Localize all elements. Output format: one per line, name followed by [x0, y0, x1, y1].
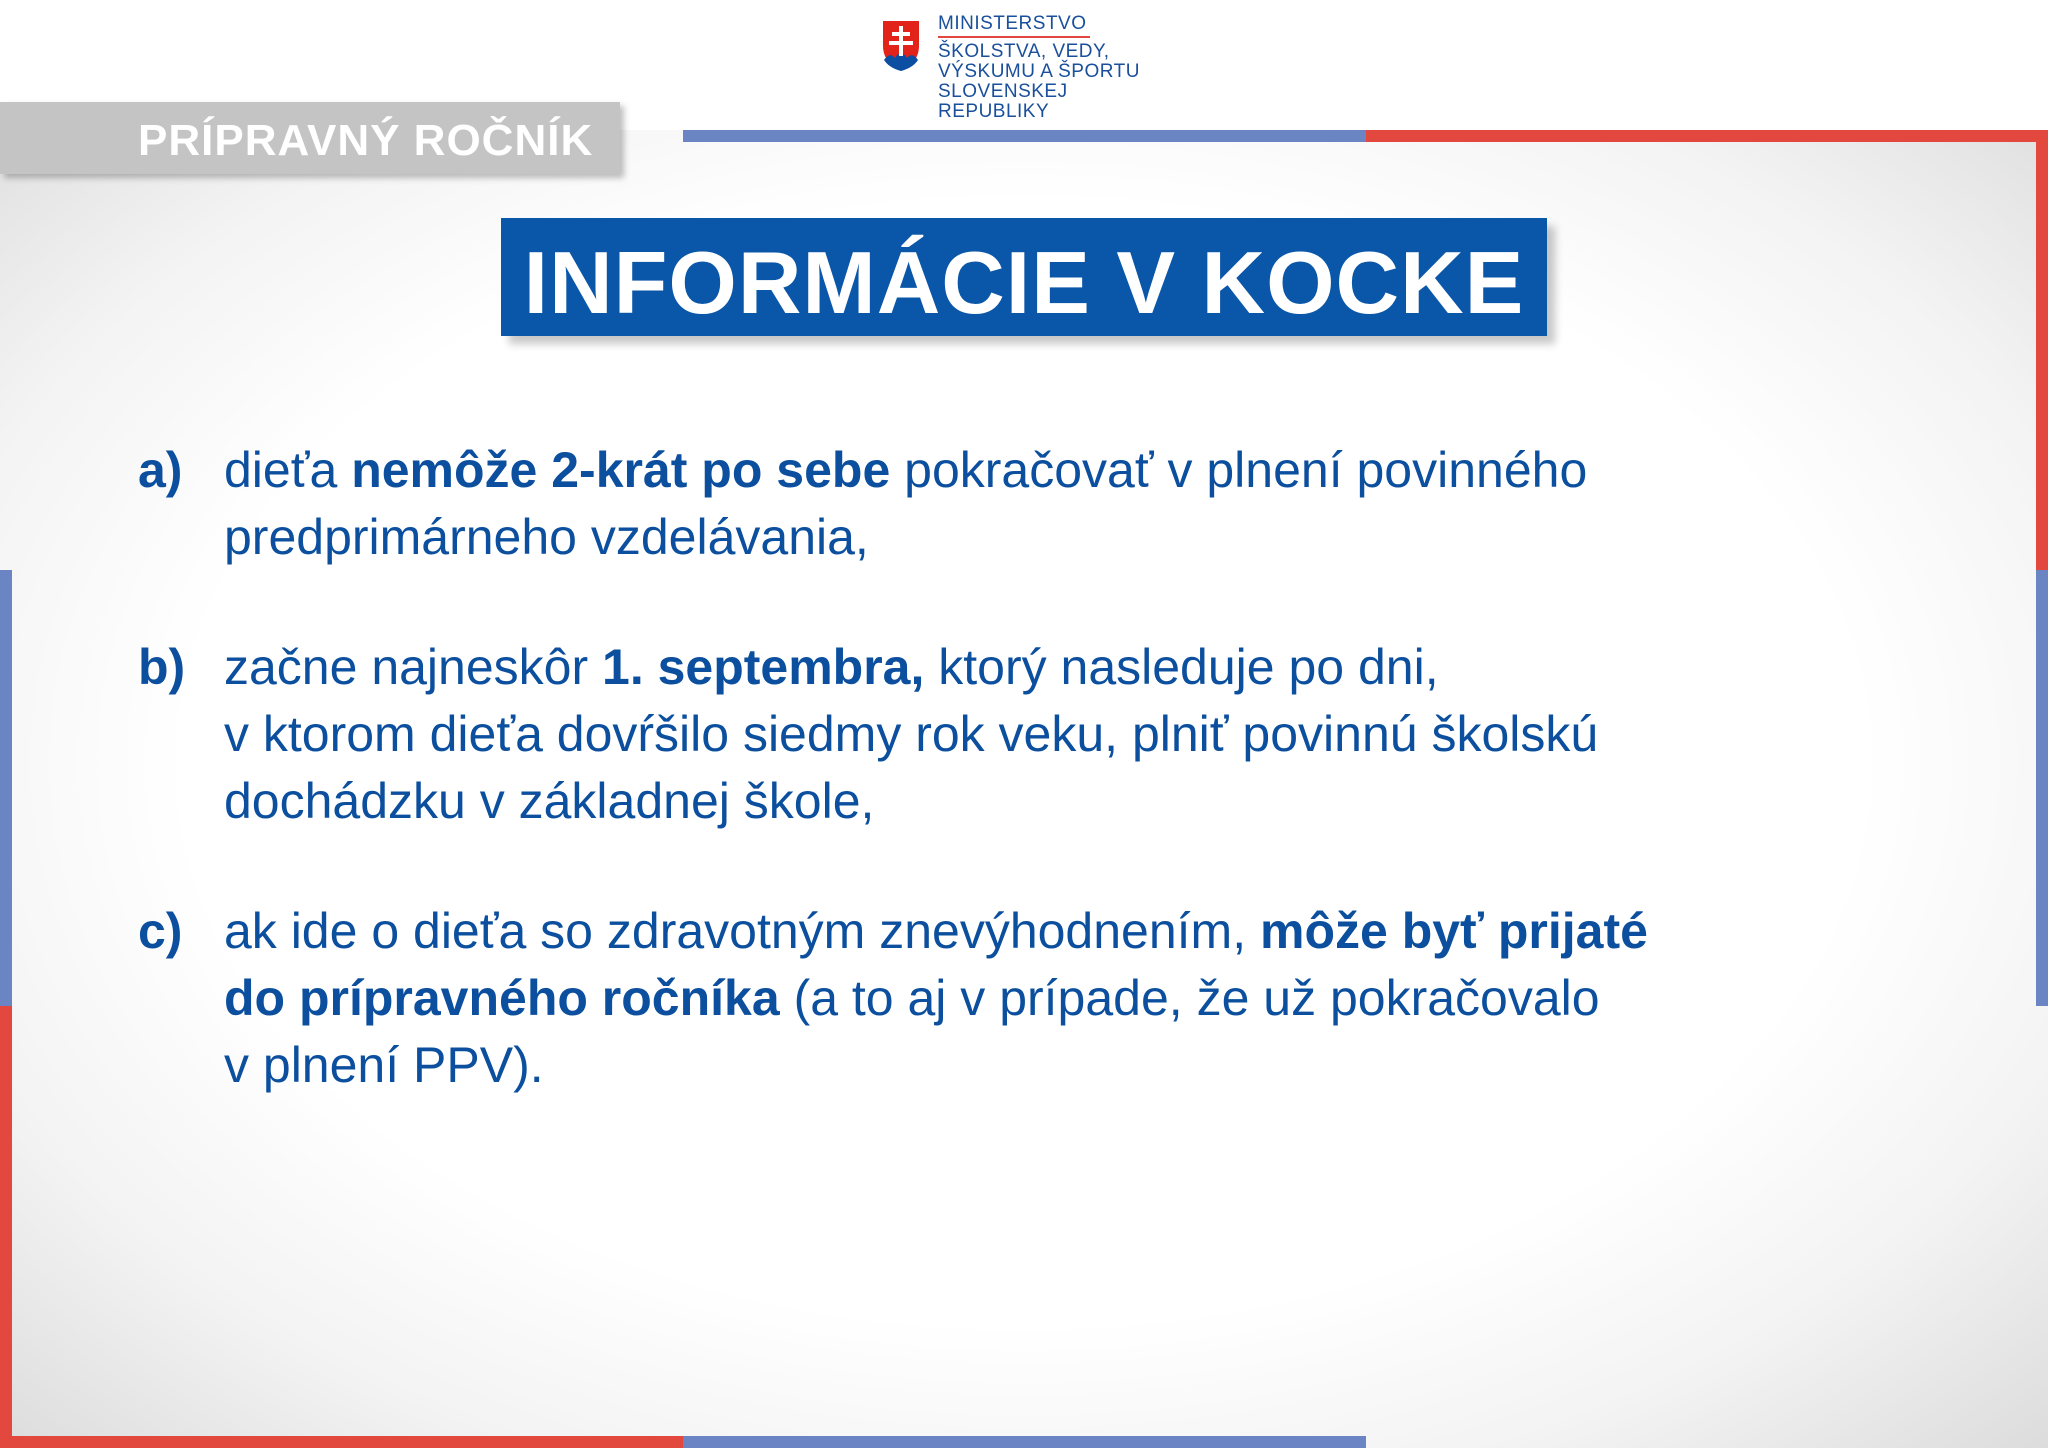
list-marker: b) — [138, 639, 186, 695]
list-item-c — [138, 898, 1998, 1108]
text-run: predprimárneho vzdelávania, — [224, 509, 869, 565]
list-marker: c) — [138, 903, 183, 959]
border-bottom-red — [0, 1436, 683, 1448]
list-item-a — [138, 437, 1998, 577]
list-item-text — [224, 898, 2044, 1099]
text-run: dieťa — [224, 442, 352, 498]
text-line — [224, 504, 2044, 571]
text-run: ktorý nasleduje po dni, — [924, 639, 1439, 695]
bold-text-run: môže byť prijaté — [1260, 903, 1648, 959]
title-banner — [501, 218, 1547, 336]
border-top-blue — [683, 130, 1366, 142]
section-tag — [0, 102, 620, 174]
text-run: ak ide o dieťa so zdravotným znevýhodnením, — [224, 903, 1260, 959]
text-run: začne najneskôr — [224, 639, 603, 695]
ministry-line-4: SLOVENSKEJ REPUBLIKY — [938, 81, 1068, 122]
text-run: v plnení PPV). — [224, 1037, 544, 1093]
border-bottom-blue — [683, 1436, 1366, 1448]
ministry-line-1: MINISTERSTVO — [938, 14, 1090, 38]
text-run: pokračovať v plnení povinného — [890, 442, 1588, 498]
border-left-red — [0, 1006, 12, 1448]
bold-text-run: 1. septembra, — [602, 639, 925, 695]
slovak-coat-of-arms-icon — [878, 16, 924, 76]
text-line — [224, 634, 2044, 701]
text-run: v ktorom dieťa dovŕšilo siedmy rok veku, plniť povinnú školskú — [224, 706, 1599, 762]
border-top-red — [1366, 130, 2048, 142]
list-item-b — [138, 634, 1998, 844]
bold-text-run: nemôže 2-krát po sebe — [351, 442, 891, 498]
text-run: (a to aj v prípade, že už pokračovalo — [779, 970, 1600, 1026]
text-line — [224, 437, 2044, 504]
ministry-logo — [878, 13, 1178, 122]
list-item-text — [224, 437, 2044, 571]
ministry-line-2: ŠKOLSTVA, VEDY, — [938, 41, 1110, 62]
text-line — [224, 898, 2044, 965]
text-line — [224, 768, 2044, 835]
ministry-line-3: VÝSKUMU A ŠPORTU — [938, 61, 1140, 82]
text-line — [224, 965, 2044, 1032]
page-title: INFORMÁCIE V KOCKE — [523, 233, 1525, 332]
text-line — [224, 1032, 2044, 1099]
text-run: dochádzku v základnej škole, — [224, 773, 875, 829]
section-tag-label: PRÍPRAVNÝ ROČNÍK — [138, 116, 594, 165]
border-left-blue — [0, 570, 12, 1006]
text-line — [224, 701, 2044, 768]
bold-text-run: do prípravného ročníka — [224, 970, 780, 1026]
list-item-text — [224, 634, 2044, 835]
ministry-name — [938, 14, 1178, 122]
list-marker: a) — [138, 442, 183, 498]
